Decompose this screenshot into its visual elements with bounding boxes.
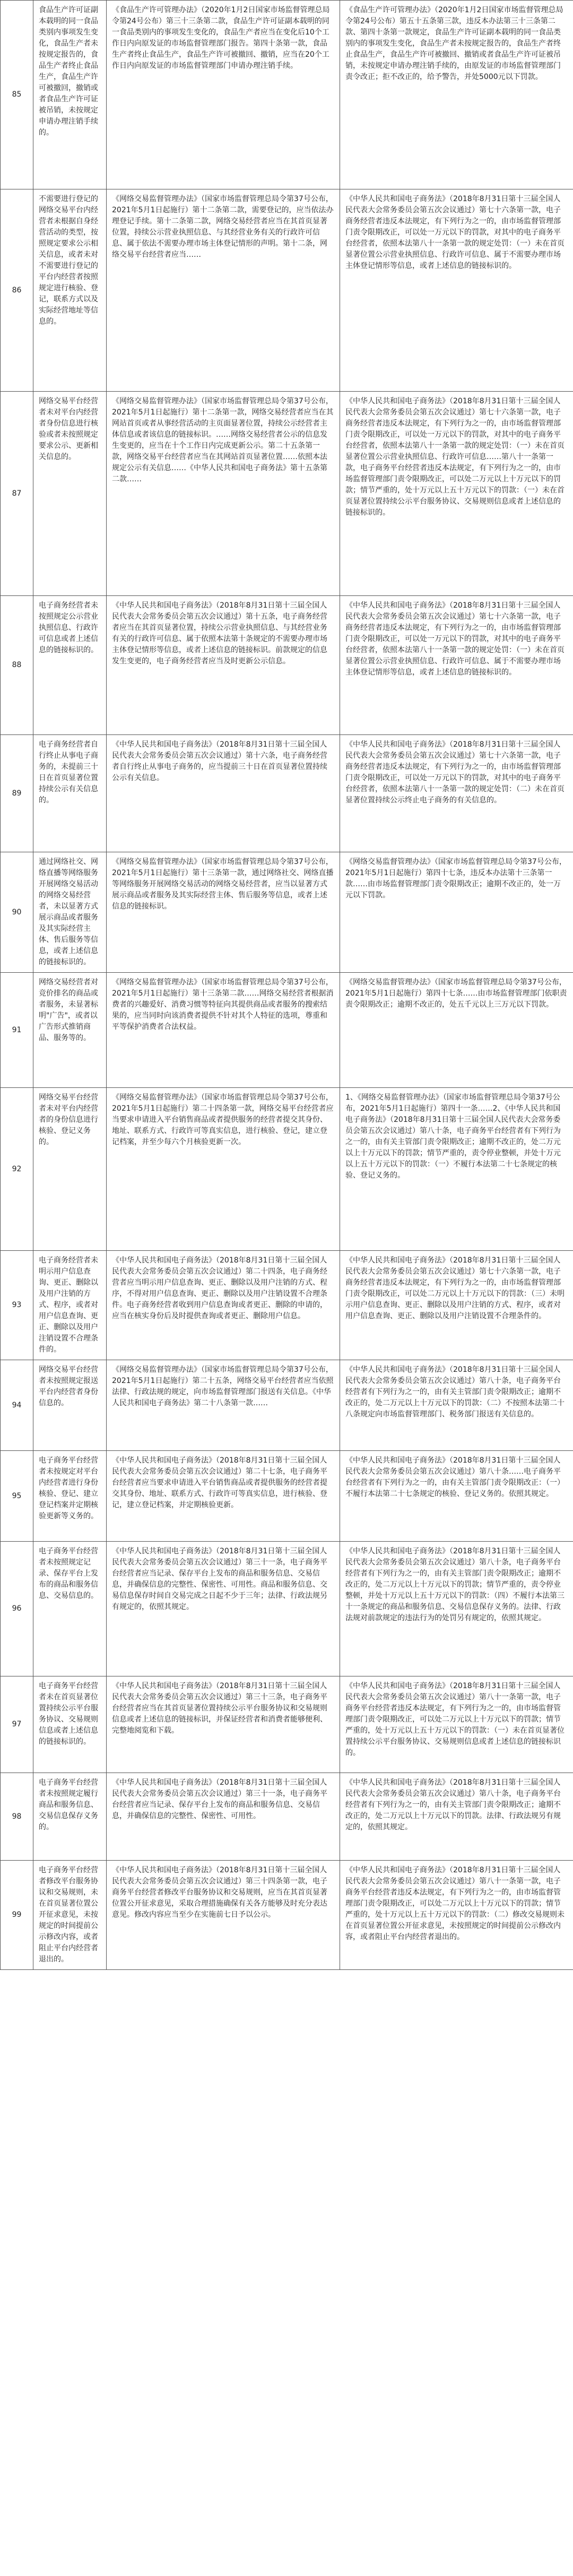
row-number: 94 (1, 1360, 33, 1451)
row-number: 85 (1, 1, 33, 189)
legal-basis: 《网络交易监督管理办法》（国家市场监督管理总局令第37号公布，2021年5月1日起施行）第二十五条，网络交易平台经营者应当依照法律、行政法规的规定，向市场监督管理部门报送有关信息。《中华人民共和国电子商务法》第二十八条第一款…… (107, 1360, 340, 1451)
table-row (1, 735, 573, 852)
table-row (1, 1676, 573, 1773)
violation-item: 电子商务平台经营者未按照规定记录、保存平台上发布的商品和服务信息、交易信息的。 (33, 1542, 107, 1676)
legal-basis: 《中华人民共和国电子商务法》（2018年8月31日第十三届全国人民代表大会常务委员会第五次会议通过）第二十七条，电子商务平台经营者应当要求申请进入平台销售商品或者提供服务的经营者提交其身份、地址、联系方式、行政许可等真实信息，进行核验、登记，建立登记档案，并定期核验更新。 (107, 1451, 340, 1542)
row-number: 86 (1, 189, 33, 392)
legal-basis: 《中华人民共和国电子商务法》（2018年8月31日第十三届全国人民代表大会常务委员会第五次会议通过）第十六条，电子商务经营者自行终止从事电子商务的，应当提前三十日在首页显著位置持续公示有关信息。 (107, 735, 340, 852)
legal-basis: 《网络交易监督管理办法》（国家市场监督管理总局令第37号公布，2021年5月1日起施行）第十二条第一款，网络交易经营者应当在其网站首页或者从事经营活动的主页面显著位置，持续公示经营者主体信息或者该信息的链接标识。……网络交易经营者公示的信息发生变更的，应当在十个工作日内完成更新公示。第二十五条第一款，网络交易平台经营者应当在其网站首页显著位置……依照本法规定公示有关信息……《中华人民共和国电子商务法》第十五条第二款…… (107, 392, 340, 596)
legal-basis: 《网络交易监督管理办法》（国家市场监督管理总局令第37号公布，2021年5月1日起施行）第十三条第二款……网络交易经营者根据消费者的兴趣爱好、消费习惯等特征向其提供商品或者服务的搜索结果的，应当同时向该消费者提供不针对其个人特征的选项，尊重和平等保护消费者合法权益。 (107, 973, 340, 1088)
row-number: 95 (1, 1451, 33, 1542)
violation-item: 不需要进行登记的网络交易平台内经营者未根据自身经营活动的类型，按照规定要求公示相关信息，或者未对不需要进行登记的平台内经营者按照规定进行核验、登记，联系方式以及实际经营地址等信息的。 (33, 189, 107, 392)
row-number: 87 (1, 392, 33, 596)
table-row (1, 1, 573, 189)
violation-item: 电子商务经营者未明示用户信息查询、更正、删除以及用户注销的方式、程序，或者对用户信息查询、更正、删除以及用户注销设置不合理条件的。 (33, 1251, 107, 1360)
table-row (1, 1451, 573, 1542)
table-row (1, 1542, 573, 1676)
legal-basis: 《网络交易监督管理办法》（国家市场监督管理总局令第37号公布，2021年5月1日起施行）第十三条第一款，通过网络社交、网络直播等网络服务开展网络交易活动的网络交易经营者，应当以显著方式展示商品或者服务及其实际经营主体、售后服务等信息，或者上述信息的链接标识。 (107, 852, 340, 973)
legal-basis: 《中华人民共和国电子商务法》（2018年8月31日第十三届全国人民代表大会常务委员会第五次会议通过）第三十一条，电子商务平台经营者应当记录、保存平台上发布的商品和服务信息、交易信息，并确保信息的完整性、保密性、可用性。商品和服务信息、交易信息保存时间自交易完成之日起不少于三年；法律、行政法规另有规定的，依照其规定。 (107, 1542, 340, 1676)
table-row (1, 1773, 573, 1861)
table-body (1, 1, 573, 1970)
violation-item: 电子商务经营者自行终止从事电子商务的，未提前三十日在首页显著位置持续公示有关信息的。 (33, 735, 107, 852)
legal-basis: 《网络交易监督管理办法》（国家市场监督管理总局令第37号公布，2021年5月1日起施行）第十二条第二款，需要登记的，应当依法办理登记手续。第十二条第二款，网络交易经营者应当在其首页显著位置，持续公示营业执照信息、与其经营业务有关的行政许可信息、属于依法不需要办理市场主体登记情形的声明。第十二条，网络交易平台经营者应当…… (107, 189, 340, 392)
legal-basis: 《中华人民共和国电子商务法》（2018年8月31日第十三届全国人民代表大会常务委员会第五次会议通过）第三十一条，电子商务平台经营者应当记录、保存平台上发布的商品和服务信息、交易信息，并确保信息的完整性、保密性、可用性。 (107, 1773, 340, 1861)
row-number: 99 (1, 1861, 33, 1970)
legal-basis: 《中华人民共和国电子商务法》（2018年8月31日第十三届全国人民代表大会常务委员会第五次会议通过）第二十四条，电子商务经营者应当明示用户信息查询、更正、删除以及用户注销的方式、程序，不得对用户信息查询、更正、删除以及用户注销设置不合理条件。电子商务经营者收到用户信息查询或者更正、删除的申请的，应当在核实身份后及时提供查询或者更正、删除用户信息。 (107, 1251, 340, 1360)
penalty-basis: 《网络交易监督管理办法》（国家市场监督管理总局令第37号公布，2021年5月1日起施行）第四十七条……由市场监督管理部门依职责责令限期改正；逾期不改正的，处五千元以上三万元以下罚款。 (340, 973, 573, 1088)
legal-basis: 《中华人民共和国电子商务法》（2018年8月31日第十三届全国人民代表大会常务委员会第五次会议通过）第十五条，电子商务经营者应当在其首页显著位置，持续公示营业执照信息、与其经营业务有关的行政许可信息、属于依照本法第十条规定的不需要办理市场主体登记情形等信息，或者上述信息的链接标识。前款规定的信息发生变更的，电子商务经营者应当及时更新公示信息。 (107, 596, 340, 735)
table-row (1, 1088, 573, 1251)
legal-basis: 《网络交易监督管理办法》（国家市场监督管理总局令第37号公布，2021年5月1日起施行）第二十四条第一款，网络交易平台经营者应当要求申请进入平台销售商品或者提供服务的经营者提交其身份、地址、联系方式、行政许可等真实信息，进行核验、登记，建立登记档案，并至少每六个月核验更新一次。 (107, 1088, 340, 1251)
table-row (1, 1251, 573, 1360)
row-number: 98 (1, 1773, 33, 1861)
penalty-basis: 《中华人民共和国电子商务法》（2018年8月31日第十三届全国人民代表大会常务委员会第五次会议通过）第八十条……电子商务平台经营者有下列行为之一的，由有关主管部门责令限期改正：（一）不履行本法第二十七条规定的核验、登记义务的。依照其规定。 (340, 1451, 573, 1542)
table-row (1, 189, 573, 392)
penalty-basis: 《食品生产许可管理办法》（2020年1月2日国家市场监督管理总局令第24号公布）第五十五条第三款，违反本办法第三十三条第二款、第四十条第一款规定，食品生产许可证副本载明的同一食品类别内的事项发生变化，食品生产者未按规定报告的，食品生产者终止食品生产，食品生产许可被撤回、撤销或者食品生产许可证被吊销，未按规定申请办理注销手续的，由原发证的市场监督管理部门责令改正；拒不改正的，给予警告，并处5000元以下罚款。 (340, 1, 573, 189)
violation-item: 网络交易经营者对竞价排名的商品或者服务，未显著标明"广告"，或者以广告形式推销商品、服务等的。 (33, 973, 107, 1088)
legal-basis: 《食品生产许可管理办法》（2020年1月2日国家市场监督管理总局令第24号公布）第三十三条第二款，食品生产许可证副本载明的同一食品类别内的事项发生变化的，食品生产者应当在变化后10个工作日内向原发证的市场监督管理部门报告。第四十条第一款，食品生产者终止食品生产，食品生产许可被撤回、撤销，应当在20个工作日内向原发证的市场监督管理部门申请办理注销手续。 (107, 1, 340, 189)
violation-item: 电子商务平台经营者修改平台服务协议和交易规则，未在首页显著位置公开征求意见，未按规定的时间提前公示修改内容，或者阻止平台内经营者退出的。 (33, 1861, 107, 1970)
row-number: 93 (1, 1251, 33, 1360)
violation-item: 电子商务平台经营者未在首页显著位置持续公示平台服务协议、交易规则信息或者上述信息的链接标识的。 (33, 1676, 107, 1773)
table-row (1, 1861, 573, 1970)
violation-item: 网络交易平台经营者未按照规定报送平台内经营者身份信息的。 (33, 1360, 107, 1451)
row-number: 90 (1, 852, 33, 973)
violation-item: 食品生产许可证副本载明的同一食品类别内事项发生变化，食品生产者未按规定报告的，食品生产者终止食品生产，食品生产许可被撤回，撤销或者食品生产许可证被吊销，未按规定申请办理注销手续的。 (33, 1, 107, 189)
penalty-basis: 《中华人民共和国电子商务法》（2018年8月31日第十三届全国人民代表大会常务委员会第五次会议通过）第八十一条第一款，电子商务平台经营者违反本法规定，有下列行为之一的，由市场监督管理部门责令限期改正，可以处二万元以上十万元以下的罚款；情节严重的，处十万元以上五十万元以下的罚款：（一）未在首页显著位置持续公示平台服务协议、交易规则信息或者上述信息的链接标识的。 (340, 1676, 573, 1773)
violation-item: 通过网络社交、网络直播等网络服务开展网络交易活动的网络交易经营者，未以显著方式展示商品或者服务及其实际经营主体、售后服务等信息，或者上述信息的链接标识的。 (33, 852, 107, 973)
penalty-basis: 《网络交易监督管理办法》（国家市场监督管理总局令第37号公布，2021年5月1日起施行）第四十七条，违反本办法第十三条第一款……由市场监督管理部门责令限期改正；逾期不改正的，处一万元以下罚款。 (340, 852, 573, 973)
row-number: 96 (1, 1542, 33, 1676)
legal-basis: 《中华人民共和国电子商务法》（2018年8月31日第十三届全国人民代表大会常务委员会第五次会议通过）第三十四条第一款，电子商务平台经营者修改平台服务协议和交易规则，应当在其首页显著位置公开征求意见，采取合理措施确保有关各方能够及时充分表达意见。修改内容应当至少在实施前七日予以公示。 (107, 1861, 340, 1970)
penalty-basis: 《中华人民共和国电子商务法》（2018年8月31日第十三届全国人民代表大会常务委员会第五次会议通过）第八十条，电子商务平台经营者有下列行为之一的，由有关主管部门责令限期改正；逾期不改正的，处二万元以上十万元以下的罚款：（二）不按照本法第二十八条规定向市场监督管理部门、税务部门报送有关信息的。 (340, 1360, 573, 1451)
row-number: 92 (1, 1088, 33, 1251)
table-row (1, 392, 573, 596)
penalty-basis: 《中华人民共和国电子商务法》（2018年8月31日第十三届全国人民代表大会常务委员会第五次会议通过）第七十六条第一款，电子商务经营者违反本法规定，有下列行为之一的，由市场监督管理部门责令限期改正，可以处一万元以下的罚款，对其中的电子商务平台经营者，依照本法第八十一条第一款的规定处罚：（一）未在首页显著位置公示营业执照信息、行政许可信息、属于不需要办理市场主体登记情形等信息，或者上述信息的链接标识的。 (340, 189, 573, 392)
violation-item: 网络交易平台经营者未对平台内经营者身份信息进行核验或者未按照规定要求公示、更新相关信息的。 (33, 392, 107, 596)
table-row (1, 596, 573, 735)
table-row (1, 1360, 573, 1451)
penalty-basis: 《中华人民共和国电子商务法》（2018年8月31日第十三届全国人民代表大会常务委员会第五次会议通过）第七十六条第一款，电子商务经营者违反本法规定，有下列行为之一的，由市场监督管理部门责令限期改正，可以处一万元以下的罚款，对其中的电子商务平台经营者，依照本法第八十一条第一款的规定处罚：（一）未在首页显著位置公示营业执照信息、行政许可信息、属于不需要办理市场主体登记情形等信息，或者上述信息的链接标识的。 (340, 596, 573, 735)
penalty-basis: 1、《网络交易监督管理办法》（国家市场监督管理总局令第37号公布，2021年5月1日起施行）第四十一条……2、《中华人民共和国电子商务法》（2018年8月31日第十三届全国人民代表大会常务委员会第五次会议通过）第八十条，电子商务平台经营者有下列行为之一的，由有关主管部门责令限期改正；逾期不改正的，处二万元以上十万元以下的罚款；情节严重的，责令停业整顿，并处十万元以上五十万元以下的罚款：（一）不履行本法第二十七条规定的核验、登记义务的。 (340, 1088, 573, 1251)
penalty-basis: 《中华人民共和国电子商务法》（2018年8月31日第十三届全国人民代表大会常务委员会第五次会议通过）第七十六条第一款，电子商务经营者违反本法规定，有下列行为之一的，由市场监督管理部门责令限期改正，可以处一万元以下的罚款，对其中的电子商务平台经营者，依照本法第八十一条第一款的规定处罚：（二）未在首页显著位置持续公示终止电子商务的有关信息的。 (340, 735, 573, 852)
row-number: 88 (1, 596, 33, 735)
violation-item: 电子商务平台经营者未按照规定履行商品和服务信息、交易信息保存义务的。 (33, 1773, 107, 1861)
penalty-basis: 《中华人民共和国电子商务法》（2018年8月31日第十三届全国人民代表大会常务委员会第五次会议通过）第八十一条第一款，电子商务平台经营者违反本法规定，有下列行为之一的，由市场监督管理部门责令限期改正，可以处二万元以上十万元以下的罚款；情节严重的，处十万元以上五十万元以下的罚款：（二）修改交易规则未在首页显著位置公开征求意见，未按照规定的时间提前公示修改内容，或者阻止平台内经营者退出的。 (340, 1861, 573, 1970)
violation-item: 网络交易平台经营者未对平台内经营者的身份信息进行核验、登记义务的。 (33, 1088, 107, 1251)
violation-item: 电子商务经营者未按照规定公示营业执照信息、行政许可信息或者上述信息的链接标识的。 (33, 596, 107, 735)
table-row (1, 852, 573, 973)
penalty-basis: 《中华人民共和国电子商务法》（2018年8月31日第十三届全国人民代表大会常务委员会第五次会议通过）第七十六条第一款，电子商务经营者违反本法规定，有下列行为之一的，由市场监督管理部门责令限期改正，可以处二万元以上十万元以下的罚款：（三）未明示用户信息查询、更正、删除以及用户注销的方式、程序，或者对用户信息查询、更正、删除以及用户注销设置不合理条件的。 (340, 1251, 573, 1360)
row-number: 89 (1, 735, 33, 852)
violation-item: 电子商务平台经营者未按规定对平台内经营者进行身份核验、登记、建立登记档案并定期核验更新等义务的。 (33, 1451, 107, 1542)
penalty-basis: 《中华人民共和国电子商务法》（2018年8月31日第十三届全国人民代表大会常务委员会第五次会议通过）第八十条，电子商务平台经营者有下列行为之一的，由有关主管部门责令限期改正；逾期不改正的，处二万元以上十万元以下的罚款；情节严重的，责令停业整顿，并处十万元以上五十万元以下的罚款：（四）不履行本法第三十一条规定的商品和服务信息、交易信息保存义务的。法律、行政法规对前款规定的违法行为的处罚另有规定的，依照其规定。 (340, 1542, 573, 1676)
table-row (1, 973, 573, 1088)
row-number: 91 (1, 973, 33, 1088)
row-number: 97 (1, 1676, 33, 1773)
penalty-basis: 《中华人民共和国电子商务法》（2018年8月31日第十三届全国人民代表大会常务委员会第五次会议通过）第八十条，电子商务平台经营者有下列行为之一的，由有关主管部门责令限期改正；逾期不改正的，处二万元以上十万元以下的罚款。法律、行政法规另有规定的，依照其规定。 (340, 1773, 573, 1861)
legal-basis: 《中华人民共和国电子商务法》（2018年8月31日第十三届全国人民代表大会常务委员会第五次会议通过）第三十三条，电子商务平台经营者应当在其首页显著位置持续公示平台服务协议和交易规则信息或者上述信息的链接标识，并保证经营者和消费者能够便利、完整地阅览和下载。 (107, 1676, 340, 1773)
penalty-basis: 《中华人民共和国电子商务法》（2018年8月31日第十三届全国人民代表大会常务委员会第五次会议通过）第七十六条第一款，电子商务经营者违反本法规定，有下列行为之一的，由市场监督管理部门责令限期改正，可以处一万元以下的罚款，对其中的电子商务平台经营者，依照本法第八十一条第一款的规定处罚：（一）未在首页显著位置公示营业执照信息、行政许可信息……第八十一条第一款，电子商务平台经营者违反本法规定，有下列行为之一的，由市场监督管理部门责令限期改正，可以处二万元以上十万元以下的罚款；情节严重的，处十万元以上五十万元以下的罚款：（一）未在首页显著位置持续公示平台服务协议、交易规则信息或者上述信息的链接标识的。 (340, 392, 573, 596)
